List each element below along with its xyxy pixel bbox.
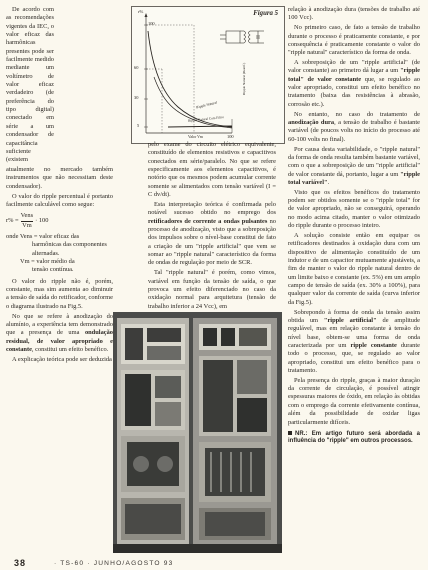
definition: harmônicas das componentes [32,241,107,249]
paragraph: O valor do ripple não é, porém, constante, mas sim aumenta ao diminuir a tensão de saída do retificador, conforme o diagrama ilustrado na Fig.5. [6,277,113,310]
rectifier-photo [113,312,282,553]
text-run: , a tensão de trabalho é bastante variável (de poucos volts no início do processo até 60-100 volts no final). [288,118,420,143]
y-axis-label: r% [138,9,144,14]
formula-fraction [21,212,33,230]
y-tick-60: 60 [134,65,139,70]
text-run: durante todo o processo, que, se regulado ao valor apropriado, constitui um efeito benéfico para o tratamento. [288,341,420,374]
paragraph: Tal "ripple natural" é porém, como vimos, variável em função da tensão de saída, o que provoca um efeito diferenciado no caso da oxidação normal para arquitetura (tensão de trabalho inferior a 24 Vcc), em [148,269,276,310]
text-run: . [327,178,330,186]
text-run: A sobreposição de um "ripple artificial" (de valor constante) ao primeiro dá lugar a um [288,59,420,75]
x-axis-label: Valor Vm [188,135,203,139]
bold-text: "ripple artificial" [323,316,377,324]
text-run: Sobrepondo à forma de onda da tensão assim obtida um [288,308,420,324]
bold-text: anodização dura [288,118,335,126]
formula-lhs: r% = [6,216,19,224]
ripple-natural-curve [148,31,232,127]
y-arrow [145,13,148,17]
definition: Vm = valor médio da [20,257,75,265]
note-square-icon [288,431,292,435]
paragraph: A solução consiste então em equipar os retificadores destinados à oxidação dura com um dispositivo de alimentação constituído de um indutor e de um capacitor mutuamente ajustáveis, a fim de manter o valor do ripple natural dentro de um limite baixo e constante (ex. 5%) em um amplo campo de tensão de saída (ex. 30% a 100%), para qualquer valor da corrente de saída (curva inferior da Fig.5). [288,231,420,306]
text-run: No entanto, no caso do tratamento de [294,110,420,118]
y-tick-30: 30 [134,95,139,100]
bold-text: ripple constante [350,341,397,349]
paragraph: relação à anodização dura (tensões de trabalho até 100 Vcc). [288,6,420,22]
formula-rhs: · 100 [35,216,49,224]
formula-definitions [6,233,113,275]
bold-text: ondulação residual, de valor apropriado e constante [6,329,113,353]
curve-label: Ripple Natural [195,100,218,110]
paragraph: De acordo com as recomendações vigentes da IEC, o valor eficaz das harmônicas presentes pode ser facilmente medido mediante um voltímetro de valor eficaz verdadeiro (de preferência do tipo digital) conectado em série a um condensador de capacitância suficiente (existem [6,6,54,164]
paragraph [288,59,420,109]
y-tick-5: 5 [137,123,140,128]
paragraph [288,309,420,376]
note-text: NR.: Em artigo futuro será abordada a influência do "ripple" em outros processos. [288,430,420,445]
editor-note [288,431,420,446]
text-column-2 [148,141,276,312]
paragraph: No primeiro caso, de fato a tensão de trabalho durante o processo é praticamente constante, e por consequência é praticamente constante o valor do "ripple natural" característico da forma de onda. [288,24,420,57]
text-column-1 [6,6,113,366]
paragraph [288,111,420,144]
figure-5 [131,6,285,144]
ripple-formula [6,212,113,230]
bold-text: retificadores de corrente a ondas pulsantes [148,217,268,225]
paragraph [6,313,113,355]
definition: onde Vens = valor eficaz das [6,232,80,240]
paragraph: Pela presença do ripple, graças à maior duração da corrente de circulação, é possível atingir espessuras maiores de óxido, em relação às obtidas com o emprego da corrente efetivamente contínua, além da possibilidade de oxidar ligas particularmente difíceis. [288,376,420,426]
paragraph: A explicação teórica pode ser deduzida [12,355,112,363]
paragraph [288,146,420,188]
paragraph: O valor do ripple percentual é portanto facilmente calculável como segue: [6,192,113,208]
circuit-diagram [220,31,264,43]
text-run: Por causa desta variabilidade, o "ripple natural" da forma de onda resulta também bastante variável, com o que a sobreposição de um "ripple artificial" de valor constante dá, portanto, lugar a um [288,145,420,178]
paragraph: Visto que os efeitos benéficos do tratamento podem ser obtidos somente se o "ripple total" for de valor apropriado, não se conseguirá, operando no modo acima citado, manter o valor otimizado do ripple durante o processo inteiro. [288,188,420,230]
formula-denominator: Vm [22,221,32,229]
paragraph [148,201,276,268]
figure-title: Figura 5 [253,10,278,17]
x-tick-100: 100 [227,134,234,139]
page-number: 38 [14,558,27,568]
text-run: No que se refere à anodização do alumínio, a experiência tem demonstrado que a presença de uma [6,312,113,337]
magazine-issue: · TS-60 · JUNHO/AGOSTO 93 [54,559,174,567]
paragraph: atualmente no mercado também instrumentos que não necessitam deste condensador). [6,166,113,190]
text-column-3 [288,6,420,446]
rectifier-illustration [113,312,282,553]
definition: tensão contínua. [32,266,74,274]
y-tick-100: 100 [148,21,155,26]
text-run: no processo de anodização, visto que a sobreposição dos impulsos sobre o nível-base constitui de fato a criação de um "ripple artificial" que vem se somar ao "ripple natural" característico da forma de ondas de regulação por meio de SCR. [148,217,276,267]
bold-text: "ripple total" de valor constante [288,67,420,83]
formula-numerator: Vens [21,212,33,221]
page-footer [0,558,428,570]
bold-text: "ripple total variável" [288,170,420,186]
text-run: que, se regulado ao valor apropriado, constitui um efeito benéfico no tratamento (baixa das resistências à abrasão, corrosão etc.). [288,75,420,108]
definition: alternadas. [32,249,60,257]
paragraph: pelo exame do circuito elétrico equivalente, constituído de elementos resistivos e capacitivos conectados em série/paralelo. No que se refere especificamente aos elementos capacitivos, é notório que os mesmos podem acumular corrente somente se alimentados com tensão variável (I = C dv/dt). [148,141,276,199]
text-run: de amplitude regulável, mas em relação constante à tensão do nível base, obtem-se uma forma de onda caracterizada por um [288,316,420,349]
vertical-label: Ripple Natural (Reatif.) [242,62,246,95]
text-run: Esta interpretação teórica é confirmada pelo notável sucesso obtido no emprego dos [148,200,276,217]
figure-diagram [132,7,284,143]
text-run: , constitui um efeito benéfico. [31,345,109,353]
curve-label: Ripple Natural Com Filtro [187,115,225,123]
